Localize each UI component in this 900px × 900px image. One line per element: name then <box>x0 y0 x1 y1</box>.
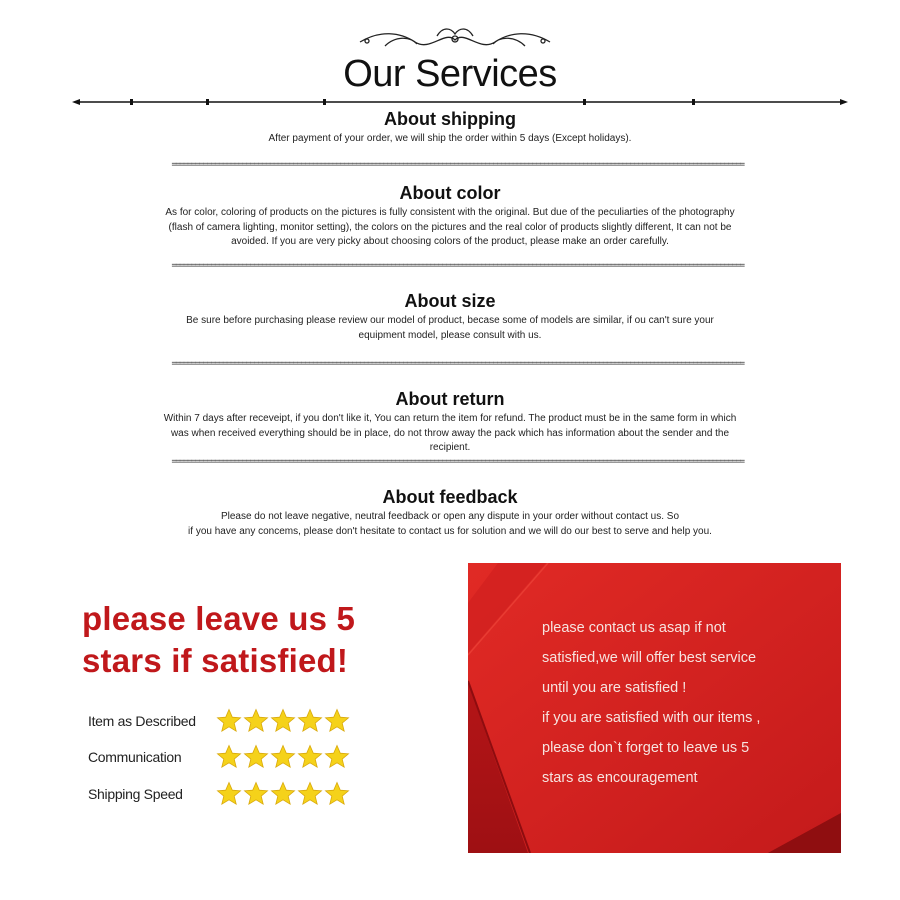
section-text <box>130 510 770 539</box>
separator-line: ================================================================================================================================================== <box>171 457 744 467</box>
section-text <box>100 132 800 147</box>
promo-title <box>82 598 412 682</box>
text-line: equipment model, please consult with us. <box>358 329 542 341</box>
separator-line: ================================================================================================================================================== <box>171 261 744 271</box>
text-line: if you have any concems, please don't hesitate to contact us for solution and we will do our best to serve and help you. <box>188 525 712 537</box>
text-line: Please do not leave negative, neutral feedback or open any dispute in your order without contact us. So <box>220 511 680 522</box>
section-feedback <box>0 486 900 539</box>
text-line: Be sure before purchasing please review our model of product, becase some of models are similar, if ou can't sure your <box>186 315 714 326</box>
section-heading: About color <box>399 183 501 203</box>
section-heading: About return <box>395 389 505 409</box>
page-title: Our Services <box>343 53 557 95</box>
text-line: recipient. <box>429 442 471 453</box>
star-icon <box>243 708 269 734</box>
text-line: (flash of camera lighting, monitor setting), the colors on the pictures and the real color of products slightly different, It can not be <box>168 221 732 233</box>
contact-line: please don`t forget to leave us 5 <box>542 740 750 756</box>
text-line: was when received everything should be in place, do not throw away the pack which has information about the sender and the <box>170 427 730 439</box>
promo-title-line: please leave us 5 <box>82 600 356 637</box>
text-line: After payment of your order, we will ship the order within 5 days (Except holidays). <box>268 133 632 144</box>
rating-row-communication <box>88 743 350 771</box>
star-icon <box>270 708 296 734</box>
text-line: Within 7 days after receveipt, if you don't like it, You can return the item for refund. The product must be in the same form in which <box>163 413 737 424</box>
text-line: avoided. If you are very picky about choosing colors of the product, please make an order carefully. <box>231 236 669 247</box>
services-header <box>0 0 900 115</box>
separator-line: ================================================================================================================================================== <box>171 160 744 170</box>
rating-label: Item as Described <box>88 713 196 729</box>
star-rating <box>216 744 350 770</box>
star-icon <box>324 708 350 734</box>
star-icon <box>297 708 323 734</box>
section-size <box>0 290 900 343</box>
star-icon <box>324 781 350 807</box>
star-rating <box>216 708 350 734</box>
star-icon <box>297 744 323 770</box>
star-icon <box>216 744 242 770</box>
rating-label: Shipping Speed <box>88 786 183 802</box>
section-text <box>130 314 770 343</box>
section-heading: About shipping <box>384 109 516 129</box>
section-color <box>0 182 900 250</box>
contact-line: stars as encouragement <box>542 770 698 786</box>
rating-label: Communication <box>88 749 182 765</box>
contact-line: if you are satisfied with our items , <box>542 710 761 726</box>
separator-line: ================================================================================================================================================== <box>171 359 744 369</box>
star-icon <box>243 744 269 770</box>
star-icon <box>243 781 269 807</box>
star-rating <box>216 781 350 807</box>
section-heading: About size <box>404 291 496 311</box>
contact-line: satisfied,we will offer best service <box>542 650 757 666</box>
section-heading: About feedback <box>382 487 518 507</box>
section-text <box>130 206 770 250</box>
rating-row-shipping-speed <box>88 780 350 808</box>
section-return <box>0 388 900 456</box>
section-text <box>130 412 770 456</box>
promo-title-line: stars if satisfied! <box>82 642 349 679</box>
star-icon <box>270 781 296 807</box>
rating-row-item-as-described <box>88 707 350 735</box>
star-icon <box>324 744 350 770</box>
contact-line: until you are satisfied ! <box>542 680 687 696</box>
section-shipping <box>0 108 900 147</box>
contact-line: please contact us asap if not <box>542 620 726 636</box>
star-icon <box>297 781 323 807</box>
star-icon <box>216 708 242 734</box>
star-icon <box>216 781 242 807</box>
contact-message <box>542 613 832 793</box>
text-line: As for color, coloring of products on the pictures is fully consistent with the original. But due of the peculiarties of the photography <box>165 207 735 218</box>
star-icon <box>270 744 296 770</box>
